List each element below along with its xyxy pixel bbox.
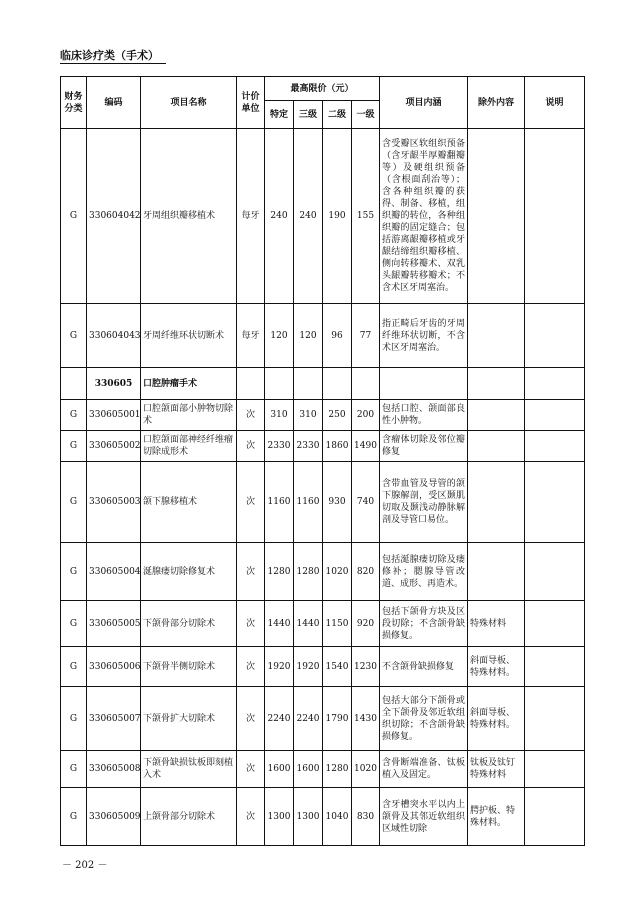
row-unit: 次 — [237, 543, 265, 601]
section-name: 口腔肿瘤手术 — [141, 368, 237, 400]
row-level2: 190 — [323, 129, 352, 304]
row-name: 牙周组织瓣移植术 — [141, 129, 237, 304]
row-level3: 1160 — [294, 462, 323, 543]
table-row — [61, 601, 585, 647]
header-excluded: 除外内容 — [468, 77, 525, 129]
row-code: 330605008 — [87, 751, 141, 788]
row-notes — [525, 751, 585, 788]
row-level3: 120 — [294, 304, 323, 368]
row-level2: 1020 — [323, 543, 352, 601]
row-code: 330605006 — [87, 647, 141, 687]
row-category: G — [61, 543, 87, 601]
row-level1: 1230 — [352, 647, 380, 687]
row-excluded — [468, 431, 525, 462]
row-category: G — [61, 751, 87, 788]
row-unit: 次 — [237, 751, 265, 788]
header-unit: 计价单位 — [237, 77, 265, 129]
row-notes — [525, 129, 585, 304]
row-content: 含瘤体切除及邻位瓣修复 — [380, 431, 468, 462]
row-notes — [525, 687, 585, 751]
row-special: 1280 — [265, 543, 294, 601]
table-row — [61, 304, 585, 368]
row-notes — [525, 543, 585, 601]
header-notes: 说明 — [525, 77, 585, 129]
row-level3: 240 — [294, 129, 323, 304]
header-code: 编码 — [87, 77, 141, 129]
row-special: 310 — [265, 400, 294, 431]
row-level1: 820 — [352, 543, 380, 601]
row-code: 330605009 — [87, 788, 141, 846]
row-unit: 次 — [237, 462, 265, 543]
row-level3: 2330 — [294, 431, 323, 462]
row-excluded: 斜面导板、特殊材料。 — [468, 687, 525, 751]
table-row — [61, 647, 585, 687]
row-code: 330605004 — [87, 543, 141, 601]
header-level2: 二级 — [323, 101, 352, 129]
row-level3: 1300 — [294, 788, 323, 846]
row-name: 涎腺瘘切除修复术 — [141, 543, 237, 601]
fee-table — [60, 76, 585, 846]
table-row — [61, 129, 585, 304]
table-row — [61, 751, 585, 788]
row-excluded — [468, 400, 525, 431]
row-level2: 250 — [323, 400, 352, 431]
row-level2: 1280 — [323, 751, 352, 788]
header-name: 项目名称 — [141, 77, 237, 129]
row-category: G — [61, 647, 87, 687]
row-name: 下颌骨扩大切除术 — [141, 687, 237, 751]
row-content: 指正畸后牙齿的牙周纤维环状切断，不含术区牙周塞治。 — [380, 304, 468, 368]
row-unit: 次 — [237, 687, 265, 751]
row-level1: 830 — [352, 788, 380, 846]
row-level3: 1920 — [294, 647, 323, 687]
row-name: 口腔颌面部小肿物切除术 — [141, 400, 237, 431]
row-excluded — [468, 543, 525, 601]
row-category: G — [61, 129, 87, 304]
row-category — [61, 368, 87, 400]
row-level2: 1860 — [323, 431, 352, 462]
row-level2: 1790 — [323, 687, 352, 751]
table-row — [61, 788, 585, 846]
row-notes — [525, 647, 585, 687]
row-content: 不含颌骨缺损修复 — [380, 647, 468, 687]
row-special: 1600 — [265, 751, 294, 788]
header-content: 项目内涵 — [380, 77, 468, 129]
table-row — [61, 462, 585, 543]
row-content: 包括大部分下颌骨或全下颌骨及邻近软组织切除；不含颌骨缺损修复。 — [380, 687, 468, 751]
row-category: G — [61, 687, 87, 751]
header-special: 特定 — [265, 101, 294, 129]
table-row — [61, 543, 585, 601]
row-category: G — [61, 601, 87, 647]
row-level1: 77 — [352, 304, 380, 368]
row-level2: 96 — [323, 304, 352, 368]
row-level1: 200 — [352, 400, 380, 431]
row-special: 2240 — [265, 687, 294, 751]
row-unit: 次 — [237, 601, 265, 647]
row-name: 口腔颌面部神经纤维瘤切除成形术 — [141, 431, 237, 462]
row-content: 含牙槽突水平以内上颌骨及其邻近软组织区域性切除 — [380, 788, 468, 846]
row-code: 330605001 — [87, 400, 141, 431]
row-name: 下颌骨缺损钛板即刻植入术 — [141, 751, 237, 788]
row-unit: 次 — [237, 647, 265, 687]
row-code: 330605002 — [87, 431, 141, 462]
row-excluded: 钛板及钛钉特殊材料 — [468, 751, 525, 788]
header-category: 财务分类 — [61, 77, 87, 129]
title-underline — [60, 63, 166, 64]
row-category: G — [61, 304, 87, 368]
row-excluded — [468, 304, 525, 368]
row-special: 1300 — [265, 788, 294, 846]
header-level1: 一级 — [352, 101, 380, 129]
row-level1: 920 — [352, 601, 380, 647]
row-special: 1920 — [265, 647, 294, 687]
row-level1: 1430 — [352, 687, 380, 751]
row-category: G — [61, 431, 87, 462]
row-code: 330605007 — [87, 687, 141, 751]
row-special: 1160 — [265, 462, 294, 543]
row-content: 包括下颌骨方块及区段切除；不含颌骨缺损修复。 — [380, 601, 468, 647]
row-level3: 1600 — [294, 751, 323, 788]
row-code: 330604043 — [87, 304, 141, 368]
row-name: 下颌骨半侧切除术 — [141, 647, 237, 687]
table-row — [61, 431, 585, 462]
row-code: 330605005 — [87, 601, 141, 647]
row-level2: 1540 — [323, 647, 352, 687]
section-code: 330605 — [87, 368, 141, 400]
row-level3: 1280 — [294, 543, 323, 601]
row-content: 包括涎腺瘘切除及瘘修补；腮腺导管改道、成形、再造术。 — [380, 543, 468, 601]
row-excluded: 腭护板、特殊材料。 — [468, 788, 525, 846]
row-name: 下颌骨部分切除术 — [141, 601, 237, 647]
row-name: 上颌骨部分切除术 — [141, 788, 237, 846]
row-special: 2330 — [265, 431, 294, 462]
row-special: 120 — [265, 304, 294, 368]
row-notes — [525, 601, 585, 647]
row-notes — [525, 788, 585, 846]
row-level1: 1490 — [352, 431, 380, 462]
row-unit: 每牙 — [237, 129, 265, 304]
row-notes — [525, 462, 585, 543]
row-notes — [525, 304, 585, 368]
header-max-price: 最高限价（元） — [265, 77, 380, 101]
row-content: 含带血管及导管的颌下腺解剖，受区颞肌切取及颞浅动静脉解剖及导管口易位。 — [380, 462, 468, 543]
row-excluded — [468, 462, 525, 543]
row-code: 330604042 — [87, 129, 141, 304]
row-excluded: 特殊材料 — [468, 601, 525, 647]
header-level3: 三级 — [294, 101, 323, 129]
row-category: G — [61, 788, 87, 846]
page-number: － 202 － — [62, 860, 108, 871]
row-category: G — [61, 400, 87, 431]
row-content: 包括口腔、颌面部良性小肿物。 — [380, 400, 468, 431]
row-name: 牙周纤维环状切断术 — [141, 304, 237, 368]
row-unit: 次 — [237, 431, 265, 462]
row-level2: 1040 — [323, 788, 352, 846]
row-level3: 2240 — [294, 687, 323, 751]
row-unit: 每牙 — [237, 304, 265, 368]
section-row — [61, 368, 585, 400]
row-content: 含骨断端准备、钛板植入及固定。 — [380, 751, 468, 788]
row-category: G — [61, 462, 87, 543]
row-unit: 次 — [237, 788, 265, 846]
row-level3: 1440 — [294, 601, 323, 647]
table-row — [61, 687, 585, 751]
row-level1: 740 — [352, 462, 380, 543]
row-special: 240 — [265, 129, 294, 304]
row-special: 1440 — [265, 601, 294, 647]
row-level2: 1150 — [323, 601, 352, 647]
row-level1: 1020 — [352, 751, 380, 788]
row-excluded — [468, 129, 525, 304]
row-notes — [525, 431, 585, 462]
row-level1: 155 — [352, 129, 380, 304]
row-name: 颌下腺移植术 — [141, 462, 237, 543]
row-notes — [525, 400, 585, 431]
row-level3: 310 — [294, 400, 323, 431]
row-code: 330605003 — [87, 462, 141, 543]
row-level2: 930 — [323, 462, 352, 543]
row-content: 含受瓣区软组织预备（含牙龈半厚瓣翻瓣等）及硬组织预备（含根面刮治等）；含各种组织瓣的获得、制备、移植，组织瓣的转位，各种组织瓣的固定缝合；包括游离龈瓣移植或牙龈结缔组织瓣移植、侧向转移瓣术、双乳头龈瓣转移瓣术；不含术区牙周塞治。 — [380, 129, 468, 304]
section-title: 临床诊疗类（手术） — [60, 49, 159, 62]
table-row — [61, 400, 585, 431]
row-excluded: 斜面导板、特殊材料。 — [468, 647, 525, 687]
row-unit: 次 — [237, 400, 265, 431]
